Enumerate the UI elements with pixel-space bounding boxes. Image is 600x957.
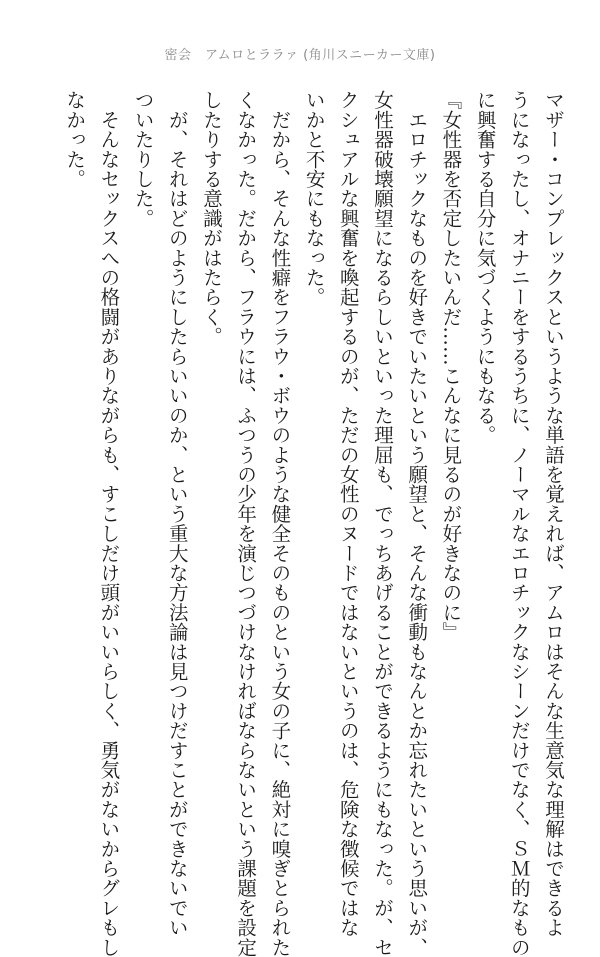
text-line: 『女性器を否定したいんだ……こんなに見るのが好きなのに』 [439,90,463,642]
text-segment: Ｍ的なもの [507,858,531,957]
text-line: 女性器破壊願望になるらしいといった理屈も、でっちあげることができるようにもなった。が、セ [370,90,394,957]
text-line: エロチックなものを好きでいたいという願望と、そんな衝動もなんとか忘れたいという思いが、 [405,90,429,957]
text-line: クシュアルな興奮を喚起するのが、ただの女性のヌードではないというのは、危険な徴候ではな [336,90,360,938]
text-line: だから、そんな性癖をフラウ・ボウのような健全そのものという女の子に、絶対に嗅ぎとられた [268,90,292,957]
text-line: マザー・コンプレックスというような単語を覚えれば、アムロはそんな生意気な理解はできるよ [542,90,565,938]
text-line: くなかった。だから、フラウには、ふつうの少年を演じつづけなければならないという課題を設定 [234,90,258,957]
text-line [502,90,536,957]
text-line: が、それはどのようにしたらいいのか、という重大な方法論は見つけだすことができないでい [165,90,189,938]
text-line: したりする意識がはたらく。 [199,90,223,347]
text-line: なかった。 [63,90,87,189]
running-header: 密会 アムロとララァ (角川スニーカー文庫) [164,48,436,63]
text-line: そんなセックスへの格闘がありながらも、すこしだけ頭がいいらしく、勇気がないからグレもし [97,90,121,957]
vertical-body-text [25,90,570,957]
text-line: に興奮する自分に気づくようにもなる。 [473,90,497,445]
text-line: いかと不安にもなった。 [302,90,326,307]
text-segment: うになったし、オナニーをするうちに、ノーマルなエロチックなシーンだけでなく、Ｓ [507,90,531,859]
text-line: ついたりした。 [131,90,155,228]
